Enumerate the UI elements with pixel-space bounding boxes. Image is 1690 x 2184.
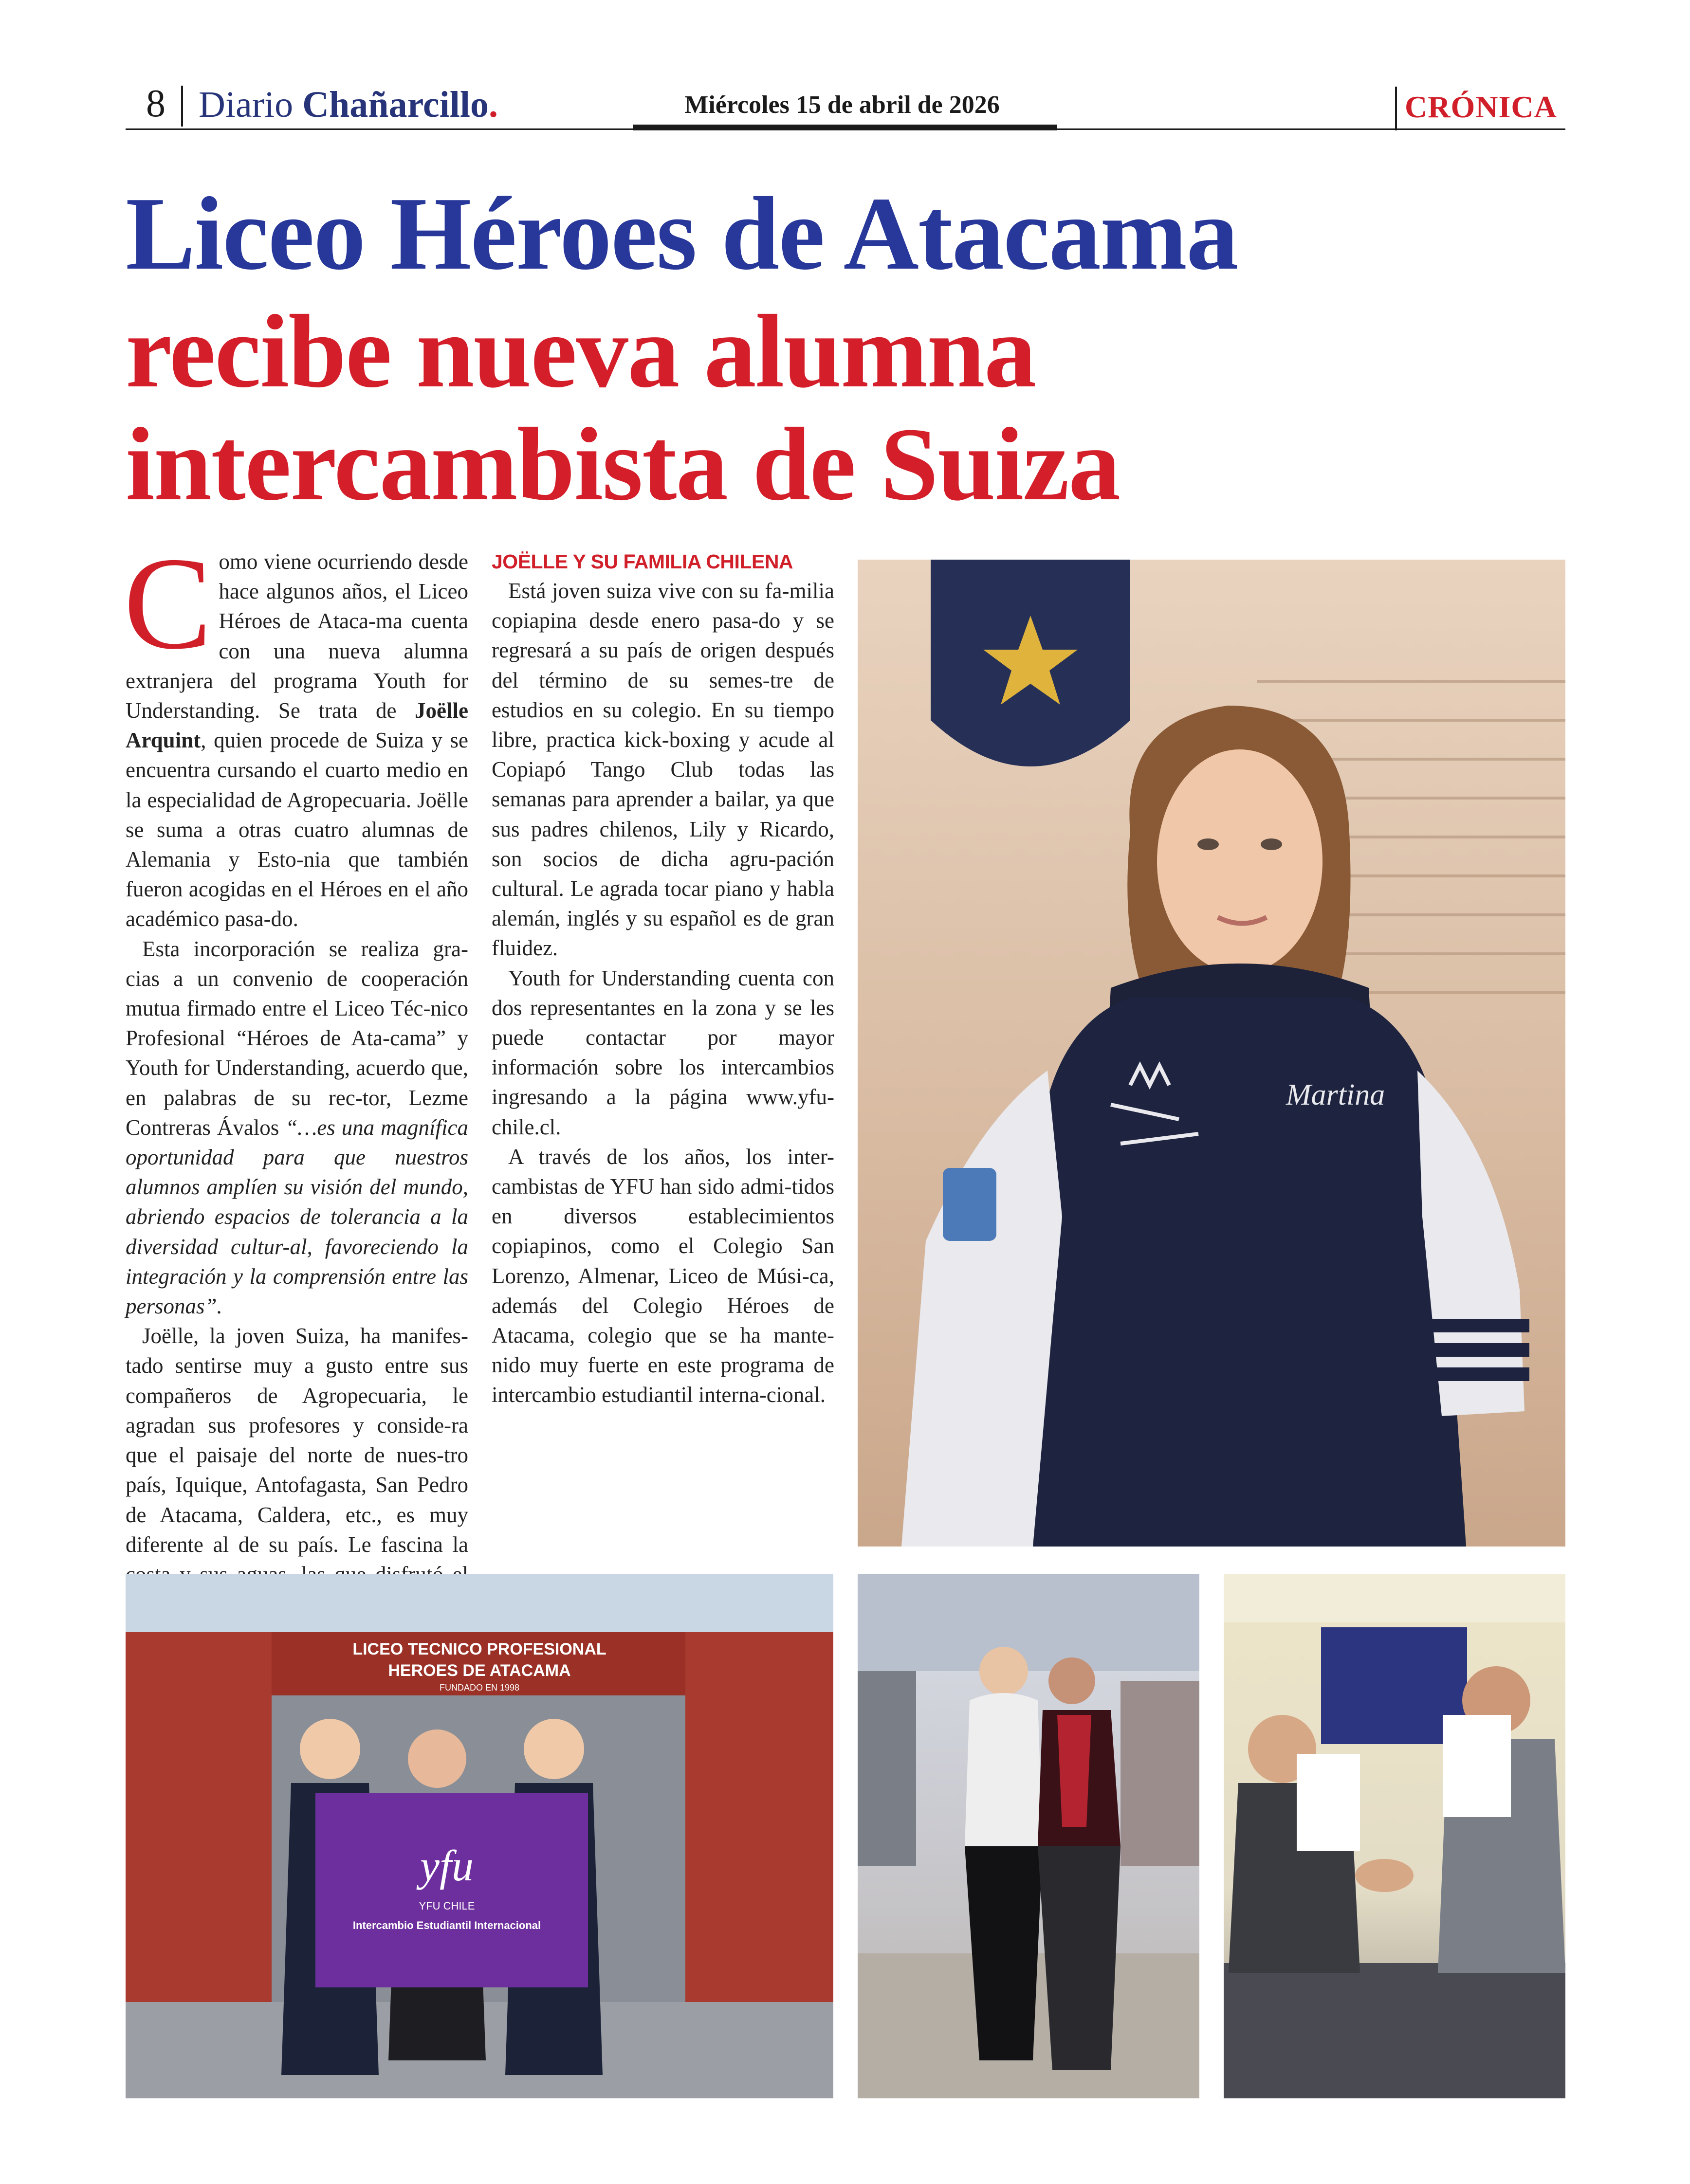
headline-line-3: intercambista de Suiza — [126, 406, 1120, 522]
brand-prefix: Diario — [199, 84, 303, 125]
school-sign-line-2: HEROES DE ATACAMA — [388, 1661, 571, 1680]
flag-line-1: YFU CHILE — [419, 1900, 475, 1912]
flag-logo: yfu — [420, 1842, 474, 1890]
section-label[interactable]: CRÓNICA — [1405, 90, 1557, 124]
brand-name: Chañarcillo — [302, 84, 489, 125]
paragraph-text: omo viene ocurriendo desde hace algunos años, el Liceo Héroes de Ataca-ma cuenta con una nueva alumna extranjera del programa Youth for Understanding. Se trata de — [126, 549, 468, 723]
header-rule — [126, 128, 1565, 130]
flag-line-2: Intercambio Estudiantil Internacional — [352, 1919, 541, 1931]
article-column-2 — [492, 547, 834, 1410]
issue-date: Miércoles 15 de abril de 2026 — [684, 91, 1000, 119]
headline-line-1: Liceo Héroes de Atacama — [126, 175, 1238, 291]
jacket-name-text: Martina — [1286, 1078, 1385, 1111]
article-paragraph — [124, 530, 468, 934]
article-paragraph — [126, 934, 468, 1322]
article-paragraph: Joëlle, la joven Suiza, ha manifes-tado sentirse muy a gusto entre sus compañeros de Agropecuaria, le agradan sus profesores y conside-ra que el paisaje del norte de nues-tro país, Iquique, Antofagasta, San Pedro de Atacama, Caldera, etc., es muy diferente al de su país. Le fascina la — [126, 1324, 468, 1557]
school-entrance-photo[interactable] — [126, 1574, 833, 2098]
school-sign-line-3: FUNDADO EN 1998 — [439, 1683, 520, 1693]
page-number-divider — [181, 86, 183, 127]
article-column-1 — [124, 530, 468, 1619]
signed-document-left — [1297, 1754, 1360, 1851]
article-paragraph: Está joven suiza vive con su fa-milia copiapina desde enero pasa-do y se regresará a su país de origen después del término de su semes-tre de estudios en su colegio. En su tiempo libre, practica kick-boxing y acude al Copiapó Tango Club todas las semanas para aprender a bailar, ya que sus padres chilenos, Lily y Ricardo, son socios de dicha agru-pación cultural. Le agrada tocar piano y habla alemán, inglés y su español es de gran fluidez. — [492, 579, 834, 961]
school-sign-line-1: LICEO TECNICO PROFESIONAL — [352, 1640, 606, 1658]
article-paragraph: A través de los años, los inter-cambistas de YFU han sido admi-tidos en diversos establecimientos copiapinos, como el Colegio San Lorenzo, Almenar, Liceo de Músi-ca, además del Colegio Héroes de Atacama, colegio que se ha mante-nido muy fuerte en este programa de intercambio estudiantil interna-cional. — [492, 1144, 834, 1407]
signed-document-right — [1443, 1715, 1511, 1817]
page-number: 8 — [146, 82, 165, 125]
agreement-signing-illustration — [1224, 1574, 1565, 2098]
article-subhead: JOËLLE Y SU FAMILIA CHILENA — [492, 550, 793, 573]
paragraph-text: , quien procede de Suiza y se encuentra cursando el cuarto medio en la especialidad de Agropecuaria. Joëlle se suma a otras cuatro alumnas de Alemania y Esto-nia que también fueron acogidas en el Héroes en el año académico pasa-do. — [126, 728, 468, 931]
newspaper-brand[interactable] — [199, 83, 498, 127]
sleeve-patch — [943, 1168, 996, 1241]
tango-dance-illustration — [858, 1574, 1199, 2098]
tango-dance-photo[interactable] — [858, 1574, 1199, 2098]
student-portrait-photo[interactable] — [858, 560, 1565, 1547]
article-paragraph: Youth for Understanding cuenta con dos representantes en la zona y se les puede contactar por mayor información sobre los intercambios ingresando a la página www.yfu-chile.cl. — [492, 965, 834, 1139]
rector-quote: “…es una magnífica oportunidad para que nuestros alumnos amplíen su visión del mundo, abriendo espacios de tolerancia a la diversidad cultur-al, favoreciendo la integración y la comprensión entre las personas”. — [126, 1115, 468, 1319]
student-name: Joëlle Arquint — [126, 698, 468, 753]
drop-cap: C — [124, 530, 212, 676]
left-sleeve — [901, 1071, 1062, 1547]
paragraph-text: Esta incorporación se realiza gra-cias a un convenio de cooperación mutua firmado entre el Liceo Téc-nico Profesional “Héroes de Ata-cama” y Youth for Understanding, acuerdo que, en palabras de su rec-tor, Lezme Contreras Ávalos — [126, 936, 468, 1140]
yfu-flag — [315, 1793, 588, 1987]
student-portrait-illustration — [858, 560, 1565, 1547]
headline-line-2: recibe nueva alumna — [126, 293, 1036, 409]
section-divider — [1395, 87, 1397, 130]
school-entrance-illustration — [126, 1574, 833, 2098]
agreement-signing-photo[interactable] — [1224, 1574, 1565, 2098]
brand-dot: . — [489, 84, 498, 125]
